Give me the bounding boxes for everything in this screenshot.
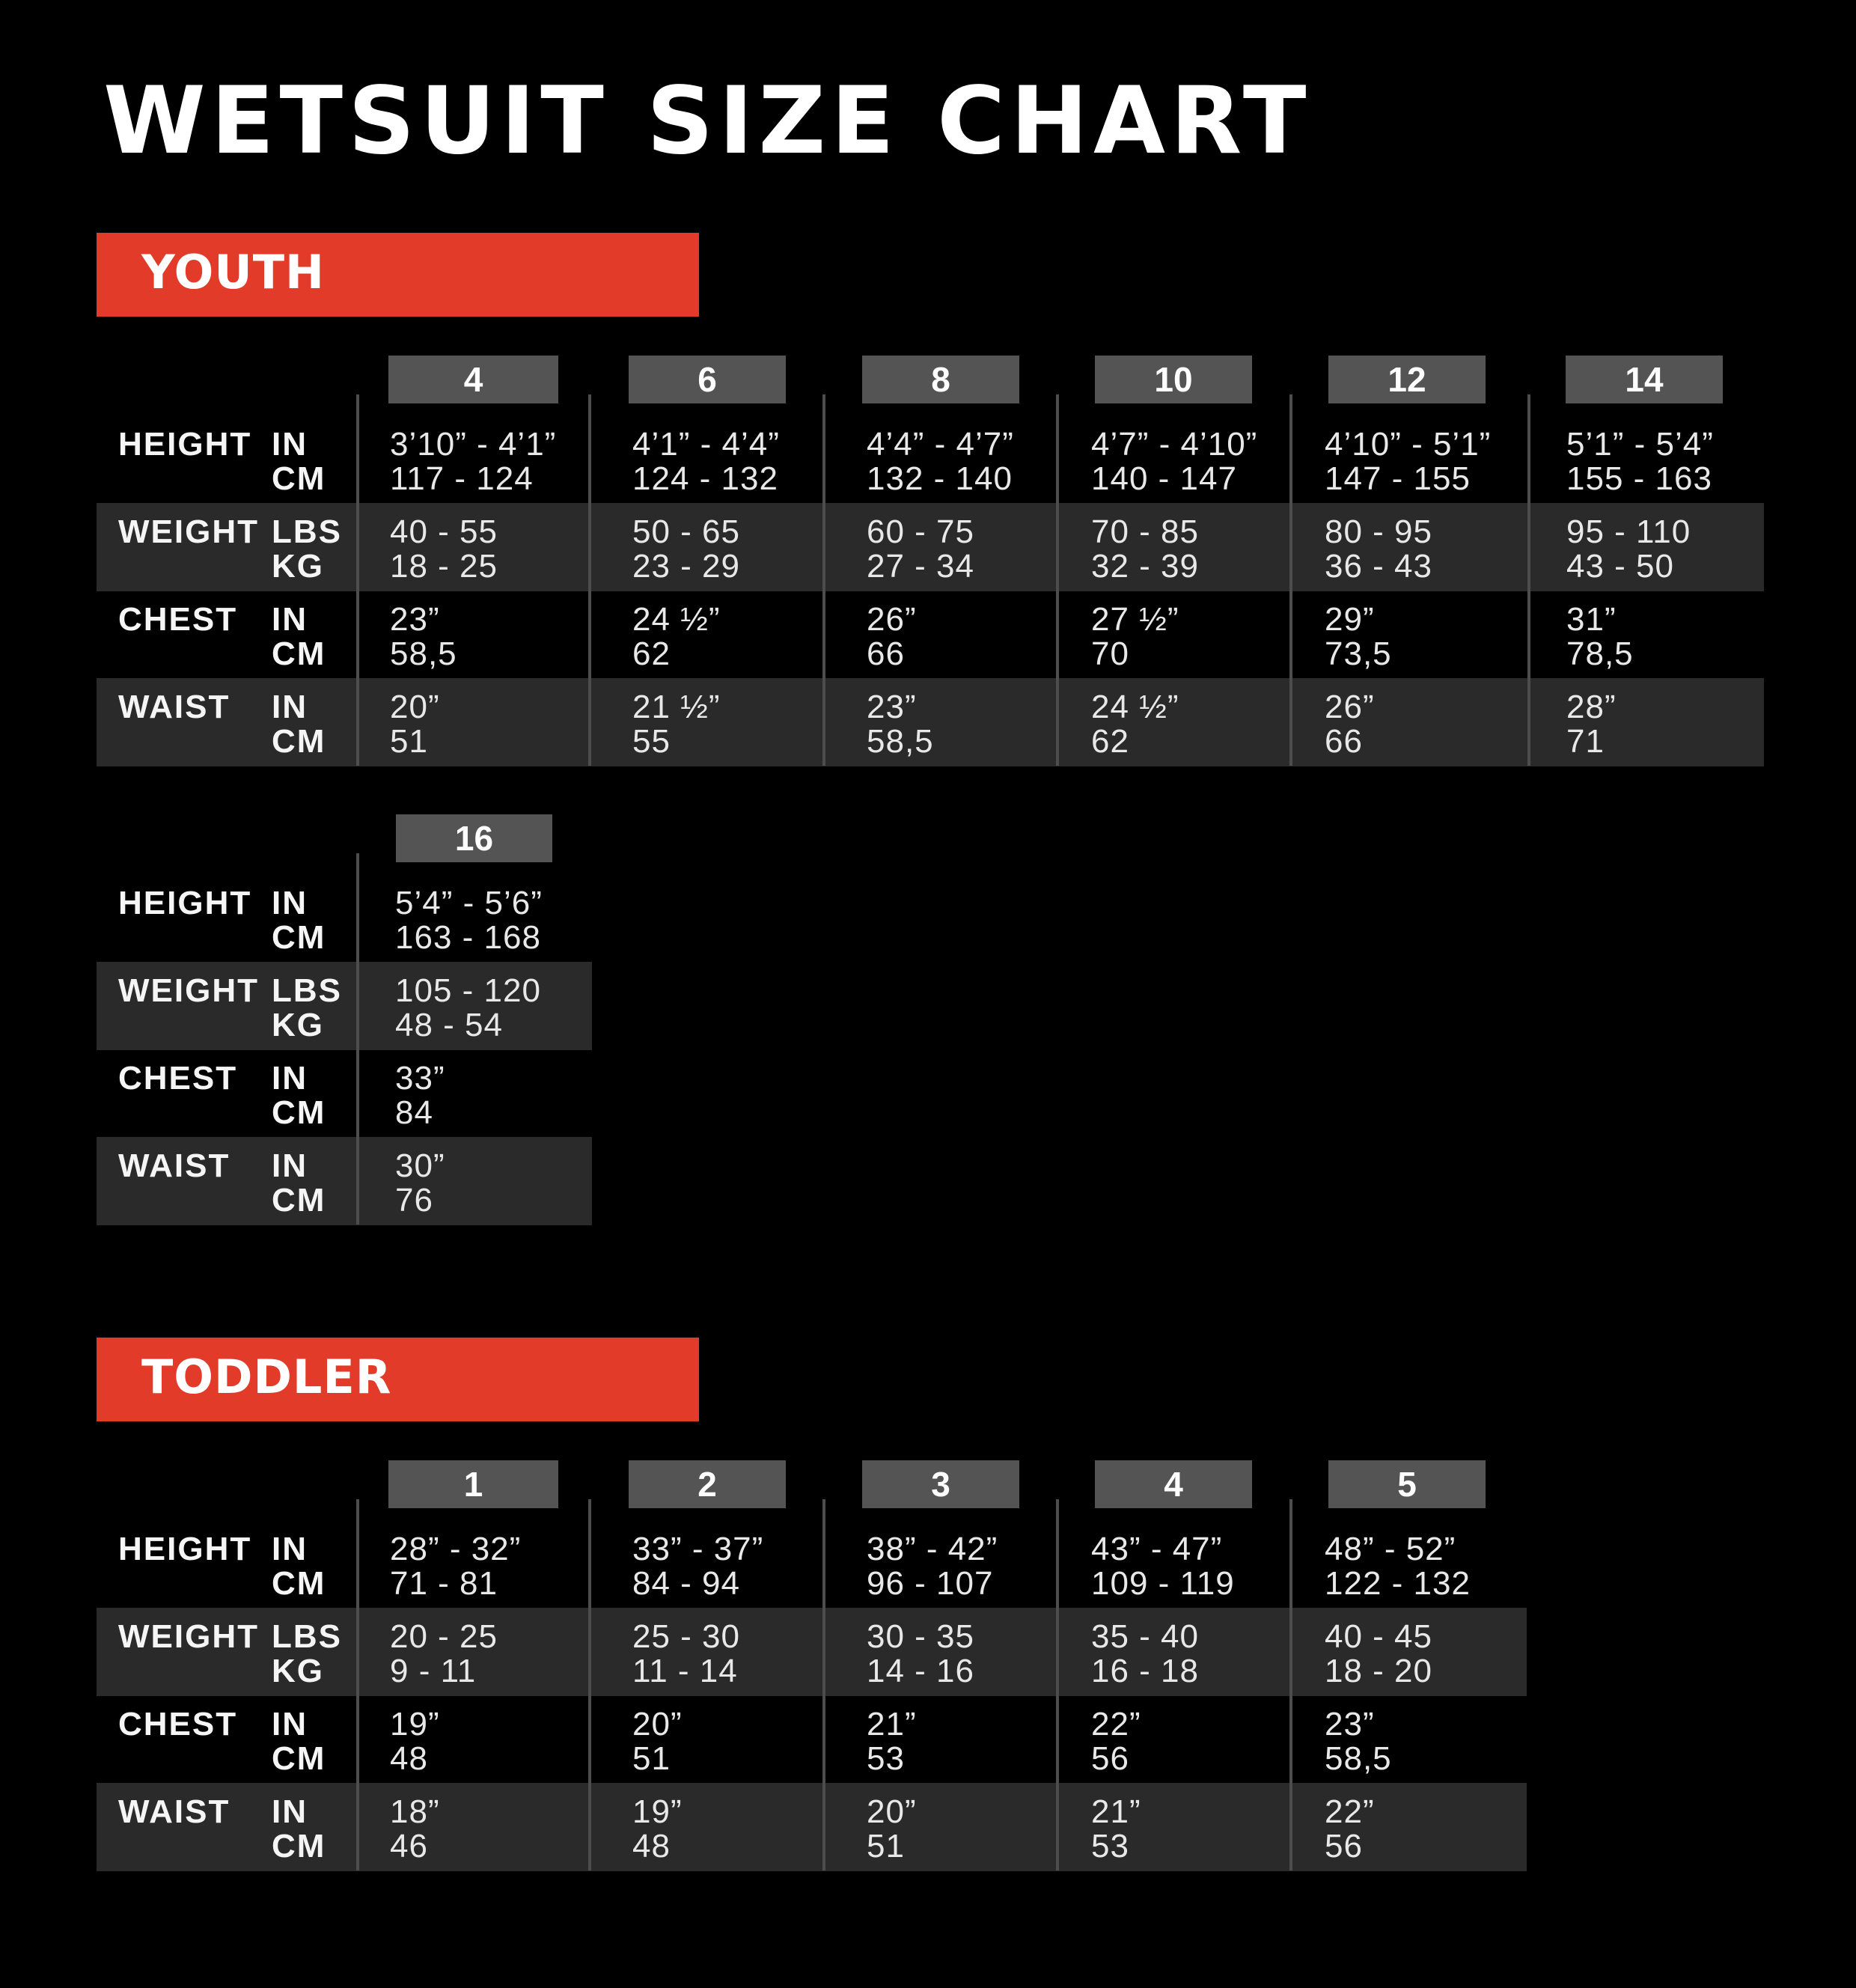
table-cell (1325, 1532, 1471, 1601)
cell-primary-value: 43” - 47” (1091, 1531, 1223, 1567)
table-cell (1325, 1620, 1432, 1689)
cell-primary-value: 26” (1325, 689, 1375, 725)
cell-secondary-value: 58,5 (867, 723, 934, 760)
table-cell (1091, 603, 1179, 671)
cell-secondary-value: 53 (1091, 1828, 1129, 1864)
row-label: WAIST (118, 1147, 231, 1184)
unit-label: CM (272, 1565, 326, 1602)
cell-secondary-value: 51 (632, 1740, 671, 1777)
size-header: 2 (629, 1460, 786, 1508)
table-cell (395, 1149, 445, 1218)
table-cell (1325, 690, 1375, 759)
table-cell (395, 1061, 445, 1130)
table-cell (867, 515, 974, 584)
cell-primary-value: 23” (1325, 1706, 1375, 1742)
cell-secondary-value: 58,5 (1325, 1740, 1392, 1777)
table-cell (632, 1532, 763, 1601)
cell-secondary-value: 23 - 29 (632, 548, 740, 585)
table-cell (1091, 1532, 1235, 1601)
cell-primary-value: 30 - 35 (867, 1618, 974, 1655)
cell-secondary-value: 48 (390, 1740, 428, 1777)
table-cell (632, 1795, 683, 1864)
table-cell (1325, 515, 1432, 584)
row-label: HEIGHT (118, 426, 252, 463)
table-cell (632, 1620, 740, 1689)
table-cell (632, 1707, 683, 1776)
cell-primary-value: 48” - 52” (1325, 1531, 1456, 1567)
unit-label: KG (272, 1007, 324, 1043)
cell-secondary-value: 9 - 11 (390, 1653, 477, 1689)
row-label: CHEST (118, 1060, 238, 1097)
table-cell (390, 690, 440, 759)
unit-label: IN (272, 1793, 308, 1830)
unit-label: CM (272, 1740, 326, 1777)
cell-primary-value: 28” - 32” (390, 1531, 522, 1567)
cell-primary-value: 24 ½” (1091, 689, 1179, 725)
size-header: 12 (1328, 356, 1486, 403)
unit-label: IN (272, 1531, 308, 1567)
unit-label: CM (272, 460, 326, 497)
cell-primary-value: 25 - 30 (632, 1618, 740, 1655)
cell-secondary-value: 66 (1325, 723, 1363, 760)
size-header: 1 (388, 1460, 558, 1508)
column-divider (822, 394, 825, 766)
column-divider (356, 394, 359, 766)
table-cell (632, 603, 721, 671)
table-cell (395, 974, 541, 1043)
unit-label: CM (272, 919, 326, 956)
cell-primary-value: 80 - 95 (1325, 513, 1432, 550)
cell-primary-value: 30” (395, 1147, 445, 1184)
size-header: 5 (1328, 1460, 1486, 1508)
cell-secondary-value: 71 - 81 (390, 1565, 498, 1602)
cell-primary-value: 60 - 75 (867, 513, 974, 550)
row-label: WEIGHT (118, 513, 259, 550)
cell-primary-value: 28” (1566, 689, 1617, 725)
unit-label: CM (272, 635, 326, 672)
table-cell (867, 1707, 917, 1776)
cell-secondary-value: 62 (632, 635, 671, 672)
row-label: HEIGHT (118, 1531, 252, 1567)
table-cell (1566, 690, 1617, 759)
cell-secondary-value: 71 (1566, 723, 1605, 760)
table-cell (867, 603, 917, 671)
cell-secondary-value: 147 - 155 (1325, 460, 1471, 497)
cell-secondary-value: 27 - 34 (867, 548, 974, 585)
column-divider (588, 394, 591, 766)
cell-primary-value: 40 - 55 (390, 513, 498, 550)
unit-label: IN (272, 601, 308, 638)
unit-label: LBS (272, 513, 342, 550)
row-label: WAIST (118, 689, 231, 725)
toddler-section-banner (97, 1338, 699, 1421)
cell-secondary-value: 96 - 107 (867, 1565, 994, 1602)
cell-secondary-value: 14 - 16 (867, 1653, 974, 1689)
column-divider (822, 1499, 825, 1870)
cell-primary-value: 4’7” - 4’10” (1091, 426, 1258, 463)
unit-label: CM (272, 723, 326, 760)
cell-primary-value: 33” (395, 1060, 445, 1097)
size-header: 4 (1095, 1460, 1252, 1508)
size-header: 4 (388, 356, 558, 403)
table-cell (390, 1795, 440, 1864)
cell-primary-value: 95 - 110 (1566, 513, 1691, 550)
table-cell (632, 515, 740, 584)
cell-secondary-value: 66 (867, 635, 905, 672)
cell-secondary-value: 58,5 (390, 635, 457, 672)
table-cell (1091, 1795, 1141, 1864)
cell-secondary-value: 155 - 163 (1566, 460, 1712, 497)
cell-primary-value: 20” (867, 1793, 917, 1830)
unit-label: LBS (272, 972, 342, 1009)
cell-secondary-value: 53 (867, 1740, 905, 1777)
cell-primary-value: 40 - 45 (1325, 1618, 1432, 1655)
column-divider (356, 1499, 359, 1870)
table-cell (867, 1795, 917, 1864)
cell-secondary-value: 76 (395, 1182, 433, 1219)
cell-primary-value: 105 - 120 (395, 972, 541, 1009)
size-header: 16 (396, 814, 552, 862)
cell-primary-value: 19” (390, 1706, 440, 1742)
table-cell (390, 1707, 440, 1776)
cell-primary-value: 38” - 42” (867, 1531, 998, 1567)
table-cell (390, 515, 498, 584)
row-label: CHEST (118, 1706, 238, 1742)
table-cell (1325, 427, 1491, 496)
table-cell (867, 1532, 998, 1601)
cell-secondary-value: 124 - 132 (632, 460, 778, 497)
column-divider (356, 853, 359, 1225)
cell-secondary-value: 18 - 25 (390, 548, 498, 585)
cell-primary-value: 31” (1566, 601, 1617, 638)
cell-secondary-value: 11 - 14 (632, 1653, 738, 1689)
cell-secondary-value: 16 - 18 (1091, 1653, 1199, 1689)
cell-primary-value: 21” (1091, 1793, 1141, 1830)
cell-primary-value: 20 - 25 (390, 1618, 498, 1655)
cell-primary-value: 3’10” - 4’1” (390, 426, 557, 463)
cell-secondary-value: 78,5 (1566, 635, 1634, 672)
cell-secondary-value: 163 - 168 (395, 919, 541, 956)
cell-primary-value: 70 - 85 (1091, 513, 1199, 550)
table-cell (390, 603, 457, 671)
cell-primary-value: 21” (867, 1706, 917, 1742)
table-cell (390, 1620, 498, 1689)
cell-primary-value: 29” (1325, 601, 1375, 638)
toddler-section-label: TODDLER (141, 1350, 392, 1404)
cell-secondary-value: 117 - 124 (390, 460, 534, 497)
cell-secondary-value: 70 (1091, 635, 1129, 672)
table-cell (395, 886, 543, 955)
cell-primary-value: 4’4” - 4’7” (867, 426, 1014, 463)
row-label: WEIGHT (118, 972, 259, 1009)
row-label: WAIST (118, 1793, 231, 1830)
table-cell (867, 427, 1014, 496)
table-cell (867, 1620, 974, 1689)
column-divider (1289, 1499, 1292, 1870)
cell-primary-value: 22” (1325, 1793, 1375, 1830)
column-divider (1527, 394, 1530, 766)
unit-label: CM (272, 1094, 326, 1131)
unit-label: CM (272, 1828, 326, 1864)
cell-primary-value: 23” (867, 689, 917, 725)
size-header: 14 (1566, 356, 1723, 403)
cell-secondary-value: 51 (390, 723, 428, 760)
column-divider (1056, 1499, 1059, 1870)
cell-primary-value: 26” (867, 601, 917, 638)
table-cell (1566, 603, 1634, 671)
cell-secondary-value: 55 (632, 723, 671, 760)
unit-label: IN (272, 689, 308, 725)
cell-secondary-value: 32 - 39 (1091, 548, 1199, 585)
unit-label: IN (272, 885, 308, 921)
column-divider (588, 1499, 591, 1870)
unit-label: LBS (272, 1618, 342, 1655)
table-cell (632, 427, 780, 496)
cell-secondary-value: 62 (1091, 723, 1129, 760)
youth-section-label: YOUTH (141, 245, 325, 299)
cell-secondary-value: 132 - 140 (867, 460, 1013, 497)
table-cell (1325, 1707, 1392, 1776)
table-cell (1091, 427, 1257, 496)
cell-secondary-value: 46 (390, 1828, 428, 1864)
cell-primary-value: 18” (390, 1793, 440, 1830)
cell-secondary-value: 36 - 43 (1325, 548, 1432, 585)
cell-primary-value: 22” (1091, 1706, 1141, 1742)
cell-primary-value: 27 ½” (1091, 601, 1179, 638)
size-header: 10 (1095, 356, 1252, 403)
cell-secondary-value: 51 (867, 1828, 905, 1864)
cell-primary-value: 5’4” - 5’6” (395, 885, 543, 921)
cell-primary-value: 20” (632, 1706, 683, 1742)
cell-secondary-value: 48 (632, 1828, 671, 1864)
column-divider (1289, 394, 1292, 766)
table-cell (1091, 515, 1199, 584)
cell-secondary-value: 48 - 54 (395, 1007, 503, 1043)
table-cell (1566, 515, 1691, 584)
size-header: 8 (862, 356, 1019, 403)
row-label: HEIGHT (118, 885, 252, 921)
cell-secondary-value: 56 (1091, 1740, 1129, 1777)
cell-secondary-value: 18 - 20 (1325, 1653, 1432, 1689)
row-label: CHEST (118, 601, 238, 638)
cell-primary-value: 24 ½” (632, 601, 721, 638)
page-title: WETSUIT SIZE CHART (103, 67, 1312, 175)
cell-primary-value: 35 - 40 (1091, 1618, 1199, 1655)
table-cell (632, 690, 721, 759)
cell-primary-value: 33” - 37” (632, 1531, 764, 1567)
cell-secondary-value: 84 - 94 (632, 1565, 740, 1602)
cell-primary-value: 21 ½” (632, 689, 721, 725)
unit-label: IN (272, 1706, 308, 1742)
unit-label: CM (272, 1182, 326, 1219)
cell-primary-value: 50 - 65 (632, 513, 740, 550)
cell-secondary-value: 43 - 50 (1566, 548, 1674, 585)
unit-label: KG (272, 548, 324, 585)
cell-primary-value: 4’10” - 5’1” (1325, 426, 1492, 463)
cell-primary-value: 5’1” - 5’4” (1566, 426, 1714, 463)
cell-primary-value: 20” (390, 689, 440, 725)
cell-secondary-value: 73,5 (1325, 635, 1392, 672)
table-cell (867, 690, 934, 759)
cell-secondary-value: 56 (1325, 1828, 1363, 1864)
cell-secondary-value: 84 (395, 1094, 433, 1131)
unit-label: KG (272, 1653, 324, 1689)
table-cell (1325, 1795, 1375, 1864)
cell-primary-value: 23” (390, 601, 440, 638)
cell-secondary-value: 109 - 119 (1091, 1565, 1235, 1602)
unit-label: IN (272, 426, 308, 463)
table-cell (1325, 603, 1392, 671)
unit-label: IN (272, 1147, 308, 1184)
table-cell (1566, 427, 1714, 496)
table-cell (1091, 1620, 1199, 1689)
size-header: 6 (629, 356, 786, 403)
unit-label: IN (272, 1060, 308, 1097)
cell-secondary-value: 140 - 147 (1091, 460, 1237, 497)
column-divider (1056, 394, 1059, 766)
table-cell (390, 427, 556, 496)
youth-section-banner (97, 233, 699, 317)
table-cell (1091, 1707, 1141, 1776)
cell-primary-value: 4’1” - 4’4” (632, 426, 780, 463)
table-cell (1091, 690, 1179, 759)
size-header: 3 (862, 1460, 1019, 1508)
table-cell (390, 1532, 521, 1601)
cell-secondary-value: 122 - 132 (1325, 1565, 1471, 1602)
cell-primary-value: 19” (632, 1793, 683, 1830)
row-label: WEIGHT (118, 1618, 259, 1655)
